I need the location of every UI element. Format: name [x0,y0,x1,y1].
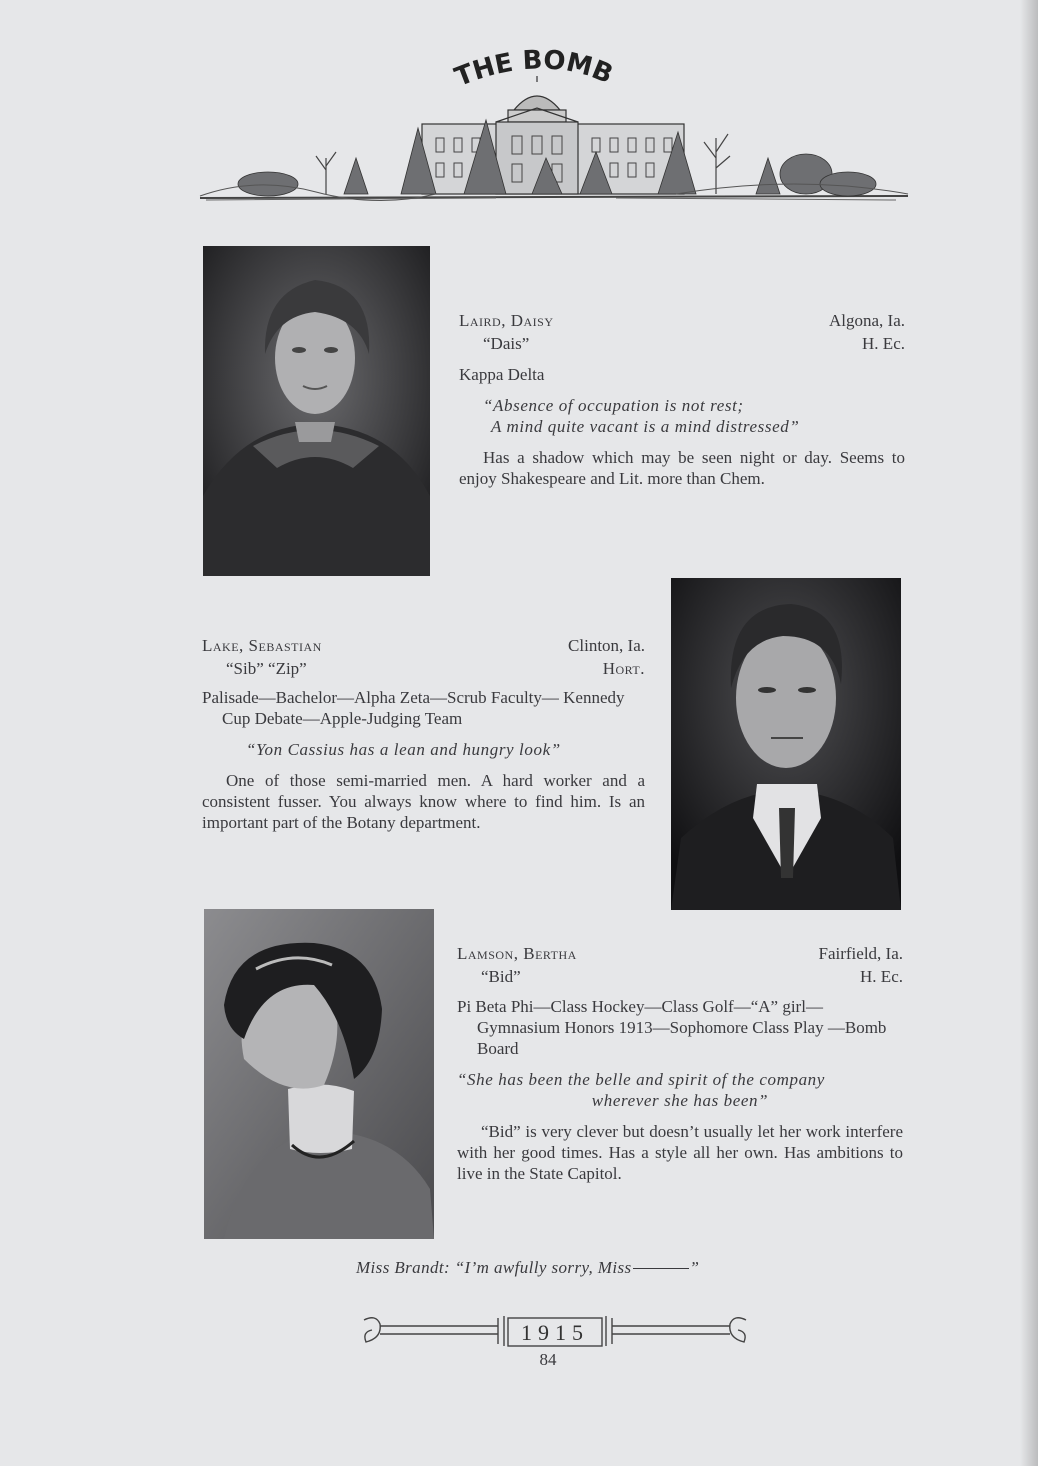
page-number: 84 [539,1350,557,1369]
bio: One of those semi-married men. A hard worker and a consistent fusser. You always know where to find him. Is an important part of the Botany department. [202,771,645,832]
portrait-photo-lamson [204,909,434,1239]
hometown: Clinton, Ia. [568,636,645,655]
campus-skyline-illustration [196,48,912,218]
hometown: Fairfield, Ia. [818,944,903,963]
nickname: “Dais” [483,334,530,353]
quote-line-2: A mind quite vacant is a mind distressed” [491,417,800,436]
student-name: Lamson, Bertha [457,944,577,963]
bio: Has a shadow which may be seen night or day. Seems to enjoy Shakespeare and Lit. more than Chem. [459,448,905,488]
student-name: Lake, Sebastian [202,636,322,655]
activities: Pi Beta Phi—Class Hockey—Class Golf—“A” girl— Gymnasium Honors 1913—Sophomore Class Play —Bomb Board [457,997,887,1058]
caption-text: Miss Brandt: “I’m awfully sorry, Miss [356,1258,632,1277]
nickname: “Sib” “Zip” [226,659,307,678]
activities: Kappa Delta [459,365,545,384]
course: H. Ec. [860,967,903,986]
entry-laird [459,310,905,489]
quote-line-2: wherever she has been” [591,1091,769,1110]
student-name: Laird, Daisy [459,311,554,330]
footer-year: 1915 [521,1320,589,1345]
portrait-photo-lake [671,578,901,910]
caption-dash [633,1268,689,1269]
entry-lamson [457,943,903,1184]
course: H. Ec. [862,334,905,353]
hometown: Algona, Ia. [828,311,905,330]
page-caption [356,1258,699,1278]
year-banner [358,1310,752,1352]
header-banner [196,48,912,218]
banner-title: THE BOMB [450,48,618,93]
page-edge-shadow [1020,0,1038,1466]
entry-lake [202,635,645,833]
nickname: “Bid” [481,967,521,986]
footer-ornament [358,1310,752,1352]
bio: “Bid” is very clever but doesn’t usually let her work interfere with her good times. Has a style all her own. Has ambitions to live in the State Capitol. [457,1122,903,1183]
caption-close-quote: ” [689,1258,700,1277]
portrait-photo-laird [203,246,430,576]
quote-line-1: “Yon Cassius has a lean and hungry look” [246,740,561,759]
course: Hort. [602,659,645,678]
quote-line-1: “Absence of occupation is not rest; [483,396,744,415]
quote-line-1: “She has been the belle and spirit of the company [457,1070,825,1089]
activities: Palisade—Bachelor—Alpha Zeta—Scrub Faculty— Kennedy Cup Debate—Apple-Judging Team [202,688,625,728]
